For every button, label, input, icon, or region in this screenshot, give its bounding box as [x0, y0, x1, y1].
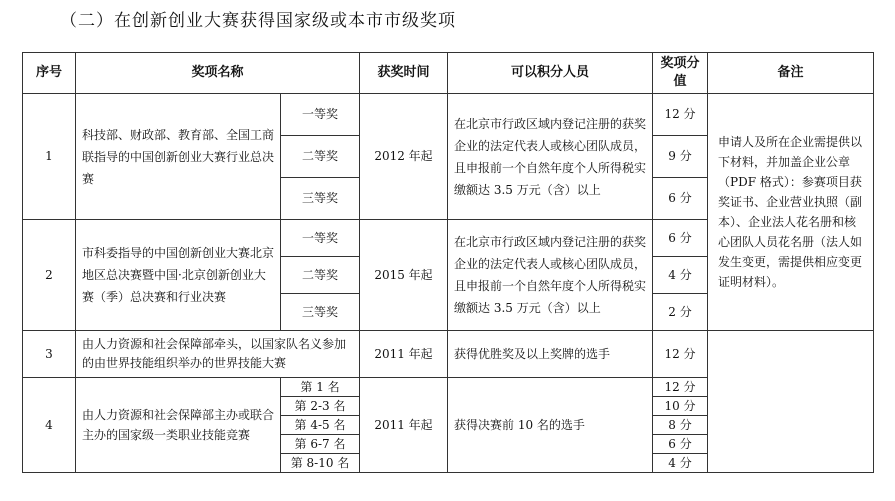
section-heading: （二）在创新创业大赛获得国家级或本市市级奖项: [60, 11, 456, 31]
award-name: 由人力资源和社会保障部牵头，以国家队名义参加的由世界技能组织举办的世界技能大赛: [76, 331, 360, 378]
award-points: 12 分: [653, 331, 708, 378]
row-index: 4: [23, 378, 76, 473]
row-index: 1: [23, 94, 76, 220]
award-level: 第 6-7 名: [281, 435, 360, 454]
award-level: 二等奖: [281, 136, 360, 178]
row-index: 3: [23, 331, 76, 378]
award-points: 6 分: [653, 435, 708, 454]
eligible-persons: 获得决赛前 10 名的选手: [448, 378, 653, 473]
award-points: 4 分: [653, 454, 708, 473]
award-points: 9 分: [653, 136, 708, 178]
eligible-persons: 在北京市行政区域内登记注册的获奖企业的法定代表人或核心团队成员，且申报前一个自然年度个人所得税实缴额达 3.5 万元（含）以上: [448, 220, 653, 331]
remarks-empty: [708, 331, 874, 473]
award-level: 第 1 名: [281, 378, 360, 397]
award-points: 8 分: [653, 416, 708, 435]
award-points: 4 分: [653, 257, 708, 294]
award-time: 2011 年起: [360, 378, 448, 473]
header-award-name: 奖项名称: [76, 53, 360, 94]
awards-table: [22, 52, 874, 473]
award-time: 2012 年起: [360, 94, 448, 220]
award-points: 10 分: [653, 397, 708, 416]
row-index: 2: [23, 220, 76, 331]
award-level: 三等奖: [281, 178, 360, 220]
award-points: 12 分: [653, 378, 708, 397]
eligible-persons: 在北京市行政区域内登记注册的获奖企业的法定代表人或核心团队成员，且申报前一个自然年度个人所得税实缴额达 3.5 万元（含）以上: [448, 94, 653, 220]
award-level: 第 4-5 名: [281, 416, 360, 435]
award-level: 一等奖: [281, 94, 360, 136]
header-award-time: 获奖时间: [360, 53, 448, 94]
header-remarks: 备注: [708, 53, 874, 94]
header-row: [23, 53, 874, 94]
award-level: 二等奖: [281, 257, 360, 294]
award-points: 12 分: [653, 94, 708, 136]
table-row: [23, 331, 874, 378]
table-row: [23, 94, 874, 136]
award-level: 三等奖: [281, 294, 360, 331]
header-eligible: 可以积分人员: [448, 53, 653, 94]
award-name: 市科委指导的中国创新创业大赛北京地区总决赛暨中国·北京创新创业大赛（季）总决赛和行业决赛: [76, 220, 281, 331]
eligible-persons: 获得优胜奖及以上奖牌的选手: [448, 331, 653, 378]
award-points: 6 分: [653, 178, 708, 220]
header-index: 序号: [23, 53, 76, 94]
award-level: 第 2-3 名: [281, 397, 360, 416]
award-name: 由人力资源和社会保障部主办或联合主办的国家级一类职业技能竞赛: [76, 378, 281, 473]
award-level: 第 8-10 名: [281, 454, 360, 473]
award-name: 科技部、财政部、教育部、全国工商联指导的中国创新创业大赛行业总决赛: [76, 94, 281, 220]
remarks-cell: 申请人及所在企业需提供以下材料，并加盖企业公章（PDF 格式）：参赛项目获奖证书、企业营业执照（副本）、企业法人花名册和核心团队人员花名册（法人如发生变更，需提供相应变更证明材料）。: [708, 94, 874, 331]
header-points: 奖项分值: [653, 53, 708, 94]
award-time: 2015 年起: [360, 220, 448, 331]
award-level: 一等奖: [281, 220, 360, 257]
award-points: 6 分: [653, 220, 708, 257]
award-time: 2011 年起: [360, 331, 448, 378]
award-points: 2 分: [653, 294, 708, 331]
